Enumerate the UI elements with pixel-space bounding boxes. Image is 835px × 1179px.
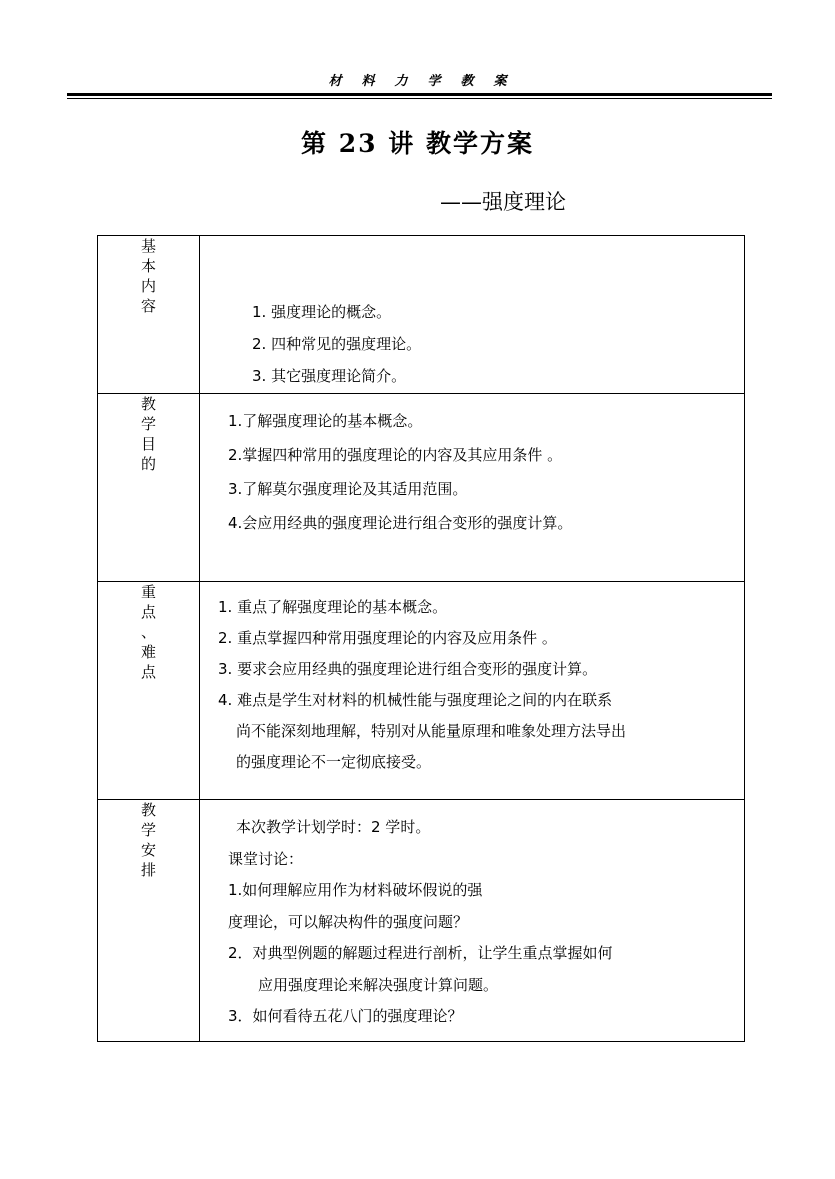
lesson-plan-table	[97, 235, 745, 1042]
label-char: 教	[140, 395, 156, 413]
label-char: 重	[140, 583, 156, 601]
row-label-teaching-arrangement	[98, 800, 200, 1042]
content-line: 2. 四种常见的强度理论。	[252, 335, 422, 353]
content-line: 3. 其它强度理论简介。	[252, 367, 407, 385]
row-label-basic-content	[98, 236, 200, 394]
header-rule-thick	[67, 93, 772, 96]
label-char: 学	[140, 821, 156, 839]
content-line: 应用强度理论来解决强度计算问题。	[258, 975, 499, 994]
label-char: 难	[140, 643, 156, 661]
label-char: 容	[140, 297, 156, 315]
row-content-basic-content	[200, 236, 745, 394]
content-line: 尚不能深刻地理解，特别对从能量原理和唯象处理方法导出	[236, 722, 627, 740]
row-content-teaching-goals	[200, 394, 745, 582]
content-line: 1.了解强度理论的基本概念。	[228, 412, 423, 430]
page-subtitle: ——强度理论	[440, 190, 566, 214]
content-line: 课堂讨论：	[228, 849, 304, 868]
label-char: 教	[140, 801, 156, 819]
label-char: 的	[140, 455, 156, 473]
row-label-teaching-goals	[98, 394, 200, 582]
label-char: 点	[140, 663, 156, 681]
content-line: 4. 难点是学生对材料的机械性能与强度理论之间的内在联系	[218, 691, 613, 709]
label-char: 内	[140, 277, 156, 295]
label-char: 、	[140, 623, 156, 641]
label-char: 安	[140, 841, 156, 859]
page-title: 第 23 讲 教学方案	[301, 129, 534, 158]
content-line: 本次教学计划学时：2 学时。	[236, 818, 431, 836]
content-line: 的强度理论不一定彻底接受。	[236, 753, 432, 771]
label-char: 基	[140, 237, 156, 255]
content-line: 3.了解莫尔强度理论及其适用范围。	[228, 480, 468, 498]
content-line: 2. 重点掌握四种常用强度理论的内容及应用条件 。	[218, 629, 557, 647]
table-row-key-points	[98, 582, 745, 800]
label-char: 目	[140, 435, 156, 453]
content-line: 度理论，可以解决构件的强度问题？	[228, 912, 469, 931]
label-char: 学	[140, 415, 156, 433]
table-row-teaching-goals	[98, 394, 745, 582]
content-line: 2.掌握四种常用的强度理论的内容及其应用条件 。	[228, 446, 563, 464]
label-char: 点	[140, 603, 156, 621]
running-header: 材料力学教案	[328, 74, 527, 89]
content-line: 3. 要求会应用经典的强度理论进行组合变形的强度计算。	[218, 660, 598, 678]
content-line: 1. 强度理论的概念。	[252, 303, 392, 321]
header-rule-thin	[67, 98, 772, 99]
table-row-teaching-arrangement	[98, 800, 745, 1042]
label-char: 本	[140, 257, 156, 275]
row-label-key-points	[98, 582, 200, 800]
content-line: 1.如何理解应用作为材料破坏假说的强	[228, 881, 483, 899]
row-content-key-points	[200, 582, 745, 800]
table-row-basic-content	[98, 236, 745, 394]
content-line: 1. 重点了解强度理论的基本概念。	[218, 598, 448, 616]
content-line: 3．如何看待五花八门的强度理论？	[228, 1007, 463, 1025]
row-content-teaching-arrangement	[200, 800, 745, 1042]
content-line: 2．对典型例题的解题过程进行剖析，让学生重点掌握如何	[228, 944, 613, 962]
label-char: 排	[140, 861, 156, 879]
content-line: 4.会应用经典的强度理论进行组合变形的强度计算。	[228, 514, 573, 532]
